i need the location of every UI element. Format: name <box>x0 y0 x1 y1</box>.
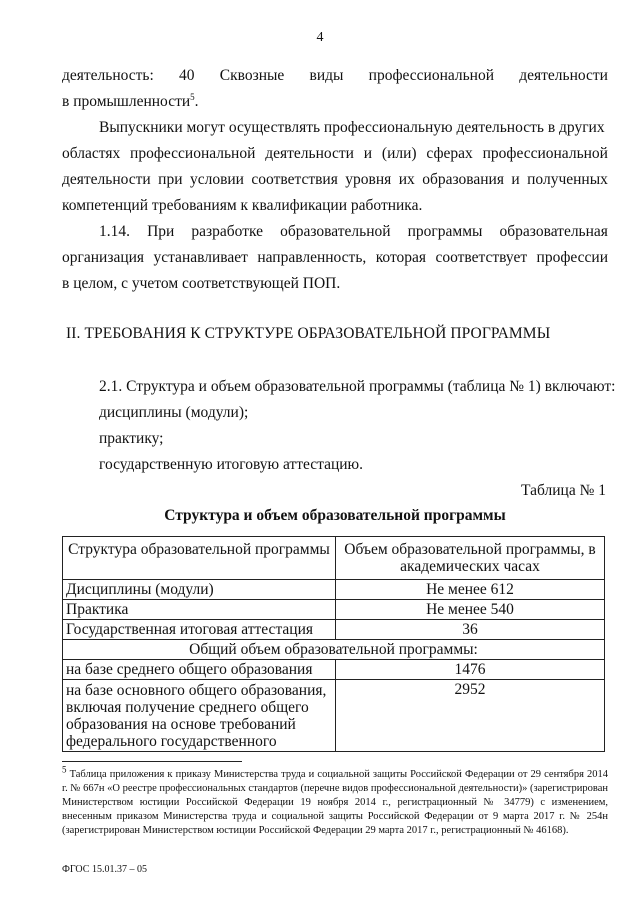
para2-line2 <box>62 144 608 164</box>
text: в промышленности <box>62 93 191 110</box>
footnote-separator <box>62 761 242 762</box>
para2-line3 <box>62 170 608 190</box>
para3-line1 <box>99 222 608 242</box>
para2-line1: Выпускники могут осуществлять профессиональную деятельность в других <box>99 119 605 136</box>
word: которая <box>375 249 427 266</box>
word: 1.14. <box>99 223 130 240</box>
row-label: Дисциплины (модули) <box>63 580 336 600</box>
table-row <box>63 680 605 752</box>
para4-line2: дисциплины (модули); <box>99 404 249 421</box>
table-row <box>63 600 605 620</box>
word: направленность, <box>257 249 367 266</box>
row-label: Практика <box>63 600 336 620</box>
word: полученных <box>527 171 608 188</box>
word: деятельности <box>265 145 354 162</box>
footnote-mark: 5 <box>62 764 67 775</box>
footnote-body: Таблица приложения к приказу Министерства труда и социальной защиты Российской Федерации от 29 сентября 2014 г. № 667н «О реестре профессиональных стандартов (перечне видов профессиональной деятельности)» (зарегистрирован Министерством юстиции Российской Федерации 19 ноября 2014 г., регистрационный № 34779) с изменением, внесенным приказом Министерства труда и социальной защиты Российской Федерации от 9 марта 2017 г. № 254н (зарегистрирован Министерством юстиции Российской Федерации 29 марта 2017 г., регистрационный № 46168). <box>62 769 608 836</box>
word: разработке <box>191 223 264 240</box>
para1-line2 <box>62 92 199 112</box>
table-label: Таблица № 1 <box>521 482 606 499</box>
table-row <box>63 620 605 640</box>
word: 40 <box>179 67 195 84</box>
footnote-text <box>62 764 608 838</box>
word: образовательной <box>280 223 391 240</box>
word: организация <box>62 249 145 266</box>
para1-line1 <box>62 66 608 86</box>
footnote <box>62 764 608 838</box>
word: и <box>511 171 520 188</box>
total-row-label: Общий объем образовательной программы: <box>63 640 605 660</box>
word: сферах <box>426 145 473 162</box>
structure-table <box>62 536 605 752</box>
word: соответствует <box>435 249 528 266</box>
para4-line4: государственную итоговую аттестацию. <box>99 456 364 473</box>
word: Сквозные <box>219 67 285 84</box>
table-row <box>63 660 605 680</box>
word: (или) <box>381 145 417 162</box>
row-value: 36 <box>336 620 605 640</box>
para4-line1: 2.1. Структура и объем образовательной программы (таблица № 1) включают: <box>99 378 616 395</box>
word: деятельность: <box>62 67 154 84</box>
row-value: 2952 <box>336 680 605 752</box>
word: профессиональной <box>368 67 495 84</box>
para3-line2 <box>62 248 608 268</box>
row-value: 1476 <box>336 660 605 680</box>
word: и <box>363 145 373 162</box>
word: устанавливает <box>153 249 248 266</box>
word: деятельности <box>519 67 608 84</box>
word: виды <box>309 67 344 84</box>
text: . <box>194 93 199 110</box>
table-header-row <box>63 537 605 580</box>
para2-line4: компетенций требованиям к квалификации работника. <box>62 197 423 214</box>
word: уровня <box>345 171 392 188</box>
row-label-multiline <box>63 680 336 752</box>
table-row <box>63 580 605 600</box>
footnote-ref: 5 <box>190 91 195 102</box>
label-line: включая получение среднего общего <box>66 699 309 716</box>
header-volume-line2: академических часах <box>400 558 540 575</box>
section-heading: II. ТРЕБОВАНИЯ К СТРУКТУРЕ ОБРАЗОВАТЕЛЬНОЙ ПРОГРАММЫ <box>66 325 551 342</box>
header-volume-line1: Объем образовательной программы, в <box>344 541 596 558</box>
header-cell-structure: Структура образовательной программы <box>63 537 336 580</box>
row-label: на базе среднего общего образования <box>63 660 336 680</box>
word: профессиональной <box>130 145 256 162</box>
label-line: образования на основе требований <box>66 716 296 733</box>
word: при <box>158 171 183 188</box>
label-line: на базе основного общего образования, <box>66 682 327 699</box>
row-label: Государственная итоговая аттестация <box>63 620 336 640</box>
page-number: 4 <box>316 30 324 45</box>
label-line: федерального государственного <box>66 733 277 750</box>
header-cell-volume <box>336 537 605 580</box>
word: образования <box>422 171 504 188</box>
table-total-row <box>63 640 605 660</box>
word: профессиональной <box>482 145 608 162</box>
word: профессии <box>536 249 608 266</box>
word: программы <box>407 223 483 240</box>
word: их <box>398 171 415 188</box>
word: деятельности <box>62 171 151 188</box>
document-code: ФГОС 15.01.37 – 05 <box>62 864 147 875</box>
table-title: Структура и объем образовательной программы <box>164 507 506 524</box>
row-value: Не менее 540 <box>336 600 605 620</box>
para3-line3: в целом, с учетом соответствующей ПОП. <box>62 275 341 292</box>
word: областях <box>62 145 121 162</box>
word: При <box>147 223 175 240</box>
word: соответствия <box>251 171 338 188</box>
para4-line3: практику; <box>99 430 164 447</box>
row-value: Не менее 612 <box>336 580 605 600</box>
word: условии <box>189 171 244 188</box>
word: образовательная <box>499 223 608 240</box>
